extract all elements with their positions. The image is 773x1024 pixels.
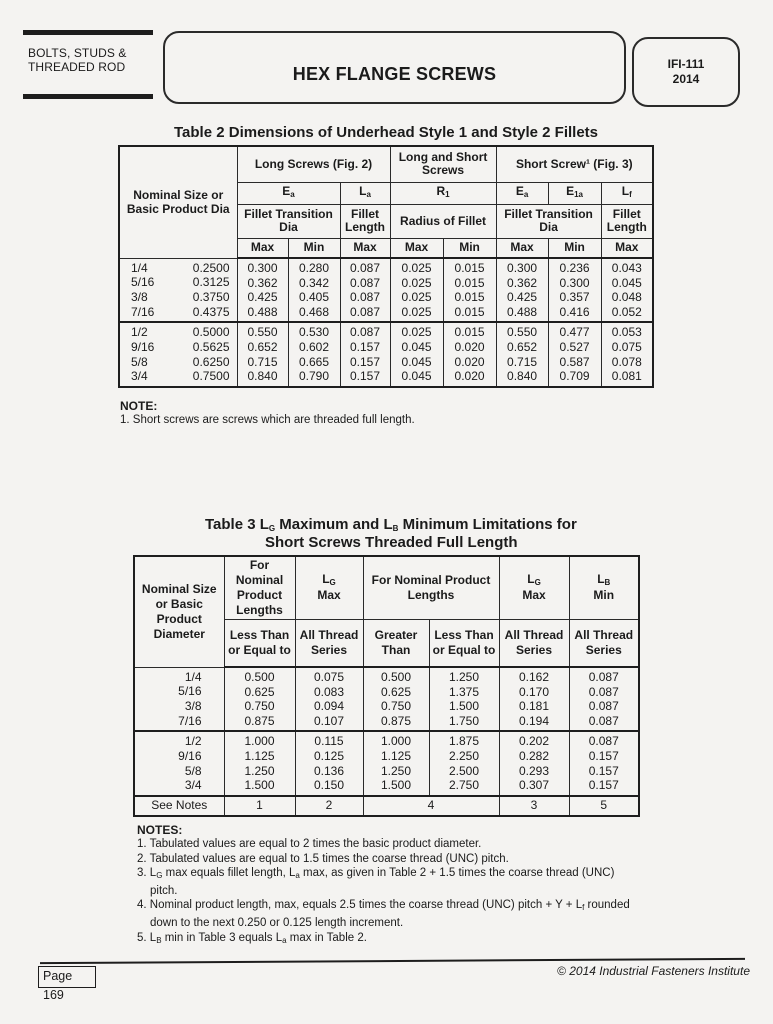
table2-caption: Table 2 Dimensions of Underhead Style 1 and Style 2 Fillets (174, 124, 599, 141)
table2-value: 0.550 (247, 325, 278, 340)
table2-value: 0.468 (298, 304, 330, 319)
table2-value: 0.045 (401, 354, 432, 369)
table3-value: 0.162 (519, 670, 550, 684)
table3-note-ref: 1 (224, 796, 295, 816)
table3-nominal-size: 5/16 (178, 684, 202, 699)
table3-nominal-size: 3/4 (184, 778, 202, 793)
table3-value: 0.157 (588, 778, 619, 793)
table2-value: 0.020 (454, 339, 485, 354)
table2-basic-dia: 0.6250 (192, 354, 230, 369)
header-rule-top (23, 30, 153, 35)
table3-value: 1.250 (380, 763, 412, 778)
table3-note-1: 1. Tabulated values are equal to 2 times the basic product diameter. (137, 838, 482, 850)
table3-value-cell (499, 667, 569, 731)
table3-head-lg-2: $L_G$ Max (499, 556, 569, 619)
table2 (118, 145, 654, 388)
table2-size-line (121, 261, 236, 276)
table3-note-ref: 2 (295, 796, 363, 816)
table3-see-notes: See Notes (134, 796, 224, 816)
table2-size-line (121, 325, 236, 340)
table2-value: 0.087 (350, 261, 381, 275)
table2-value-cell (548, 322, 601, 386)
table2-value: 0.602 (298, 339, 330, 354)
table2-value: 0.300 (507, 261, 538, 275)
table3-value: 0.875 (244, 713, 275, 728)
table2-value: 0.362 (247, 275, 278, 290)
table3-nominal-size: 3/8 (184, 698, 202, 713)
table3-value-cell (429, 731, 499, 795)
table2-value: 0.045 (401, 339, 432, 354)
table2-value: 0.362 (507, 275, 538, 290)
table2-value-cell (496, 322, 548, 386)
table2-size-line (121, 369, 236, 384)
table2-value: 0.052 (611, 304, 642, 319)
table3-value-cell (429, 667, 499, 731)
table3-value: 0.087 (588, 684, 619, 699)
table2-value: 0.087 (350, 325, 381, 340)
table3-value: 1.875 (448, 734, 480, 749)
table2-value: 0.715 (507, 354, 538, 369)
table2-value: 0.087 (350, 290, 381, 305)
table2-value: 0.405 (298, 290, 330, 305)
table2-value: 0.425 (507, 290, 538, 305)
table2-max: Max (340, 238, 390, 258)
table3-nominal-size: 1/4 (184, 669, 202, 684)
table2-value: 0.025 (401, 275, 432, 290)
table3-value: 0.750 (244, 699, 275, 714)
table2-value: 0.087 (350, 275, 381, 290)
table3-sub-less-equal: Less Than or Equal to (224, 619, 295, 667)
table3-value: 0.293 (519, 763, 550, 778)
table3-size-header-text: Nominal Size or Basic Product Diameter (141, 581, 217, 641)
table2-nominal-size: 5/8 (131, 354, 148, 369)
table3-value: 0.875 (380, 713, 412, 728)
table2-max: Max (601, 238, 653, 258)
table2-sym-ea: $E_a$ (237, 182, 340, 204)
table2-value: 0.053 (611, 325, 642, 340)
table3-value-cell (363, 731, 429, 795)
table2-value: 0.045 (611, 275, 642, 290)
table2-basic-dia: 0.7500 (192, 369, 230, 384)
table2-value: 0.300 (247, 261, 278, 275)
table3-head-nominal-2: For Nominal Product Lengths (363, 556, 499, 619)
table2-nominal-size: 3/4 (131, 369, 148, 384)
table3-value: 1.000 (244, 734, 275, 749)
table2-sym-lf: $L_f$ (601, 182, 653, 204)
table2-basic-dia: 0.3750 (192, 289, 230, 304)
table3-value: 0.202 (519, 734, 550, 749)
table3-value: 1.125 (380, 748, 412, 763)
doc-id-box (632, 37, 740, 107)
table3-caption: Table 3 $L_G$ Maximum and $L_B$ Minimum Limitations for (205, 516, 577, 533)
table3-value: 1.000 (380, 734, 412, 749)
table3-value: 1.500 (380, 778, 412, 793)
table3-sub-less-equal-2: Less Than or Equal to (429, 619, 499, 667)
table2-value: 0.840 (507, 369, 538, 384)
table3-sub-all-thread-3: All Thread Series (569, 619, 639, 667)
table2-size-cell (119, 258, 237, 322)
table2-value: 0.357 (559, 290, 590, 305)
table2-value-cell (443, 258, 496, 322)
table2-size-line (121, 305, 236, 320)
table3-nominal-size: 7/16 (178, 713, 202, 728)
table3 (133, 555, 640, 817)
table3-value-cell (295, 667, 363, 731)
table2-group-longshort: Long and Short Screws (390, 146, 496, 182)
table3-value: 0.087 (588, 699, 619, 714)
table2-value: 0.652 (507, 339, 538, 354)
table3-note-2: 2. Tabulated values are equal to 1.5 times the coarse thread (UNC) pitch. (137, 852, 509, 865)
table2-value: 0.015 (454, 275, 485, 290)
table2-max: Max (496, 238, 548, 258)
table2-nominal-size: 1/4 (131, 260, 148, 275)
table2-size-header-text: Nominal Size or Basic Product Dia (126, 188, 230, 217)
table3-value: 0.150 (313, 778, 345, 793)
table2-value: 0.652 (247, 339, 278, 354)
table3-value: 0.115 (314, 734, 344, 749)
doc-id: IFI-111 (667, 57, 705, 71)
table3-value-cell (224, 731, 295, 795)
table2-value-cell (340, 258, 390, 322)
table3-value: 2.750 (448, 778, 480, 793)
table2-value: 0.081 (611, 369, 642, 384)
table2-sym-la: $L_a$ (340, 182, 390, 204)
table2-nominal-size: 1/2 (131, 325, 148, 340)
table2-desc-transition: Fillet Transition Dia (237, 204, 340, 238)
table3-value: 0.282 (519, 748, 550, 763)
table3-head-lb: $L_B$ Min (569, 556, 639, 619)
table3-value: 0.157 (588, 748, 619, 763)
table3-value: 0.181 (519, 699, 550, 714)
table3-value: 0.125 (313, 748, 345, 763)
table3-value: 0.083 (313, 684, 345, 699)
table3-value: 0.170 (519, 684, 550, 699)
table2-value: 0.157 (350, 369, 381, 384)
table2-value-cell (390, 258, 443, 322)
table2-value-cell (601, 258, 653, 322)
table2-value: 0.790 (298, 369, 330, 384)
table3-note-3: 3. $L_G$ max equals fillet length, $L_a$ max, as given in Table 2 + 1.5 times the coarse thread (UNC) pitch. (137, 867, 615, 897)
table2-value: 0.025 (401, 290, 432, 305)
table2-desc-radius: Radius of Fillet (390, 204, 496, 238)
table2-nominal-size: 3/8 (131, 289, 148, 304)
table3-nominal-size: 5/8 (184, 763, 202, 778)
table3-value: 1.250 (448, 670, 480, 684)
table3-value: 1.750 (448, 713, 480, 728)
table2-nominal-size: 5/16 (131, 275, 155, 290)
table3-note-ref: 3 (499, 796, 569, 816)
table3-size-cell (134, 667, 224, 731)
table2-value: 0.236 (559, 261, 590, 275)
table2-size-line (121, 275, 236, 290)
table2-desc-transition-short: Fillet Transition Dia (496, 204, 601, 238)
header-rule-bottom (23, 94, 153, 99)
table2-value-cell (548, 258, 601, 322)
table3-value: 1.500 (448, 699, 480, 714)
table2-value: 0.015 (454, 261, 485, 275)
table2-value-cell (237, 322, 288, 386)
table2-notes (120, 413, 415, 428)
table3-group-2 (134, 731, 639, 795)
table2-max: Max (237, 238, 288, 258)
table3-value-cell (569, 731, 639, 795)
table2-max: Max (390, 238, 443, 258)
table3-value: 2.500 (448, 763, 480, 778)
table3-value: 0.136 (313, 763, 345, 778)
table2-value: 0.300 (559, 275, 590, 290)
table2-value: 0.157 (350, 339, 381, 354)
table3-value: 0.075 (313, 670, 345, 684)
table2-value: 0.020 (454, 369, 485, 384)
table3-size-header (134, 556, 224, 667)
section-label (28, 46, 158, 74)
table2-value: 0.078 (611, 354, 642, 369)
section-label-line1: BOLTS, STUDS & (28, 46, 127, 60)
table3-size-cell (134, 731, 224, 795)
table3-sub-all-thread-2: All Thread Series (499, 619, 569, 667)
table3-notes (137, 837, 642, 948)
table2-value: 0.477 (559, 325, 590, 340)
table2-basic-dia: 0.2500 (192, 260, 230, 275)
table3-notes-row (134, 796, 639, 816)
table3-group-1 (134, 667, 639, 731)
table2-sym-ea-short: $E_a$ (496, 182, 548, 204)
table2-value: 0.840 (247, 369, 278, 384)
table3-value: 0.750 (380, 699, 412, 714)
table2-desc-length: Fillet Length (340, 204, 390, 238)
table2-value: 0.488 (247, 304, 278, 319)
table3-head-nominal: For Nominal Product Lengths (224, 556, 295, 619)
table3-head-lg: $L_G$ Max (295, 556, 363, 619)
table3-value: 2.250 (448, 748, 480, 763)
table2-value: 0.342 (298, 275, 330, 290)
table2-value: 0.587 (559, 354, 590, 369)
table2-value-cell (237, 258, 288, 322)
table3-caption-line2: Short Screws Threaded Full Length (265, 534, 518, 551)
table2-value: 0.665 (298, 354, 330, 369)
table3-note-5: 5. $L_B$ min in Table 3 equals $L_a$ max in Table 2. (137, 931, 367, 945)
table2-value: 0.530 (298, 325, 330, 340)
table3-value-cell (569, 667, 639, 731)
table3-value: 1.375 (448, 684, 480, 699)
table2-note-1: 1. Short screws are screws which are threaded full length. (120, 414, 415, 426)
table2-value: 0.020 (454, 354, 485, 369)
table3-note-ref: 5 (569, 796, 639, 816)
table2-value: 0.488 (507, 304, 538, 319)
table2-value-cell (340, 322, 390, 386)
table2-size-line (121, 290, 236, 305)
table3-value: 1.500 (244, 778, 275, 793)
table3-nominal-size: 1/2 (184, 734, 202, 749)
table3-value: 0.307 (519, 778, 550, 793)
table3-value: 0.194 (519, 713, 550, 728)
table2-value: 0.087 (350, 304, 381, 319)
table3-value: 0.087 (588, 670, 619, 684)
table3-sub-greater: Greater Than (363, 619, 429, 667)
table3-note-ref: 4 (363, 796, 499, 816)
table3-value: 0.107 (313, 713, 345, 728)
table3-value-cell (295, 731, 363, 795)
table3-value: 0.094 (313, 699, 345, 714)
table2-value-cell (390, 322, 443, 386)
table2-value: 0.416 (559, 304, 590, 319)
table2-value: 0.550 (507, 325, 538, 340)
table3-note-4: 4. Nominal product length, max, equals 2.5 times the coarse thread (UNC) pitch + $Y + L_f$ rounded down to the next 0.250 or 0.125 length increment. (137, 899, 630, 929)
table3-nominal-size: 9/16 (178, 748, 202, 763)
table2-size-header (119, 146, 237, 258)
table2-value: 0.025 (401, 325, 432, 340)
table3-value: 0.157 (588, 763, 619, 778)
table2-value: 0.048 (611, 290, 642, 305)
table2-basic-dia: 0.5000 (192, 325, 230, 340)
table3-value-cell (224, 667, 295, 731)
table2-group-1 (119, 258, 653, 322)
table3-value: 0.087 (588, 734, 619, 749)
table2-value: 0.527 (559, 339, 590, 354)
table3-value: 1.125 (244, 748, 275, 763)
table2-group-short: Short Screw¹ (Fig. 3) (496, 146, 653, 182)
table3-value: 0.500 (244, 670, 275, 684)
table2-basic-dia: 0.4375 (192, 304, 230, 319)
page-title: HEX FLANGE SCREWS (292, 64, 497, 84)
table2-size-cell (119, 322, 237, 386)
table2-min: Min (443, 238, 496, 258)
table3-value-cell (363, 667, 429, 731)
table2-value: 0.015 (454, 290, 485, 305)
page-number: Page 169 (38, 966, 96, 988)
table2-basic-dia: 0.5625 (192, 339, 230, 354)
table2-size-line (121, 355, 236, 370)
table3-notes-head: NOTES: (137, 823, 183, 837)
table2-value: 0.715 (247, 354, 278, 369)
table2-value: 0.043 (611, 261, 642, 275)
table2-value: 0.025 (401, 261, 432, 275)
table2-value: 0.045 (401, 369, 432, 384)
table2-sym-r1: $R_1$ (390, 182, 496, 204)
table2-value-cell (443, 322, 496, 386)
section-label-line2: THREADED ROD (28, 60, 126, 74)
table3-value: 0.625 (244, 684, 275, 699)
table2-value-cell (288, 322, 340, 386)
table3-value: 0.087 (588, 713, 619, 728)
copyright: © 2014 Industrial Fasteners Institute (557, 964, 750, 978)
table2-size-line (121, 340, 236, 355)
table2-value: 0.425 (247, 290, 278, 305)
table2-min: Min (548, 238, 601, 258)
table2-value: 0.157 (350, 354, 381, 369)
title-box (163, 31, 626, 104)
table2-group-long: Long Screws (Fig. 2) (237, 146, 390, 182)
table2-nominal-size: 9/16 (131, 339, 155, 354)
table2-value: 0.025 (401, 304, 432, 319)
table2-value-cell (601, 322, 653, 386)
table2-value: 0.075 (611, 339, 642, 354)
table3-value: 1.250 (244, 763, 275, 778)
table2-value: 0.015 (454, 325, 485, 340)
table2-basic-dia: 0.3125 (192, 275, 230, 290)
table2-value-cell (496, 258, 548, 322)
table2-group-2 (119, 322, 653, 386)
table3-value-cell (499, 731, 569, 795)
doc-year: 2014 (672, 72, 700, 86)
table3-value: 0.625 (380, 684, 412, 699)
table2-note-head: NOTE: (120, 399, 158, 413)
table2-nominal-size: 7/16 (131, 304, 155, 319)
table3-sub-all-thread: All Thread Series (295, 619, 363, 667)
table2-value: 0.280 (298, 261, 330, 275)
table2-desc-length-short: Fillet Length (601, 204, 653, 238)
table3-value: 0.500 (380, 670, 412, 684)
table2-min: Min (288, 238, 340, 258)
table2-value-cell (288, 258, 340, 322)
table2-sym-e1a: $E_{1a}$ (548, 182, 601, 204)
table2-value: 0.015 (454, 304, 485, 319)
table2-value: 0.709 (559, 369, 590, 384)
